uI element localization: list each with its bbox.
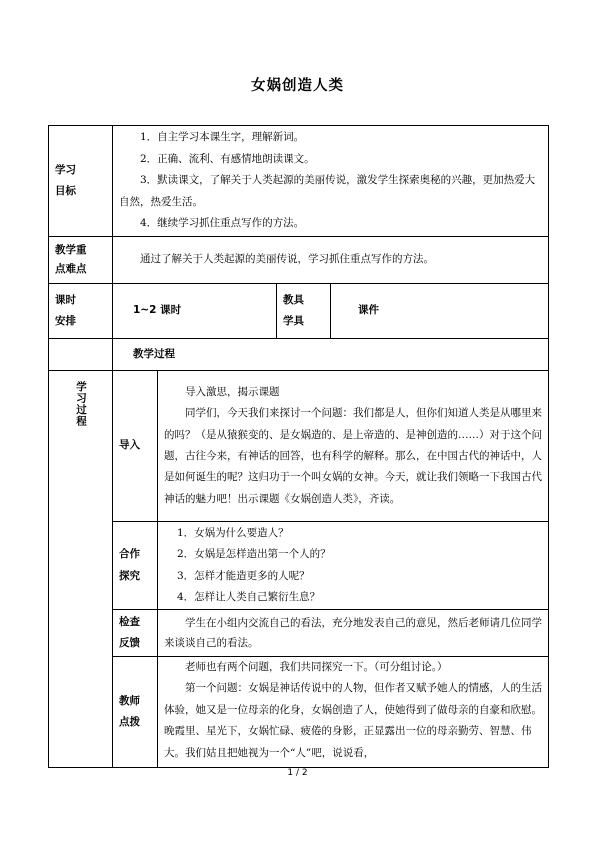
- intro-row: [49, 371, 549, 522]
- intro-paragraph: 同学们，今天我们来探讨一个问题：我们都是人，但你们知道人类是从哪里来的吗？（是从猿猴变的、是女娲造的、是上帝造的、是神创造的……）对于这个问题，古往今来，有神话的回答，也有科学的解释。那么，在中国古代的神话中，人是如何诞生的呢？这归功于一个叫女娲的女神。今天，就让我们领略一下我国古代神话的魅力吧！出示课题《女娲创造人类》，齐读。: [164, 407, 542, 505]
- guidance-paragraph: 老师也有两个问题，我们共同探究一下。（可分组讨论。）: [185, 661, 448, 673]
- explore-question: 4．怎样让人类自己繁衍生息？: [177, 590, 321, 603]
- process-header-row: [49, 339, 549, 371]
- explore-question: 1．女娲为什么要造人？: [177, 526, 289, 539]
- key-points-row: [49, 237, 549, 284]
- intro-label: 导入: [113, 371, 158, 522]
- process-side-label: 学习过程: [75, 381, 87, 427]
- process-header: 教学过程: [113, 339, 549, 371]
- feedback-row: [49, 610, 549, 657]
- explore-label: 合作 探究: [113, 522, 158, 610]
- lesson-plan-table: [48, 125, 549, 768]
- objectives-content: [113, 126, 549, 237]
- document-title: 女娲创造人类: [251, 78, 344, 94]
- explore-row: [49, 522, 549, 610]
- objective-item: 3．默读课文，了解关于人类起源的美丽传说，激发学生探索奥秘的兴趣，更加热爱大自然，热爱生活。: [119, 174, 536, 208]
- guidance-content: [158, 657, 549, 768]
- objective-item: 4．继续学习抓住重点写作的方法。: [140, 217, 305, 230]
- objectives-row: [49, 126, 549, 237]
- intro-content: [158, 371, 549, 522]
- explore-question: 3．怎样才能造更多的人呢？: [177, 569, 310, 582]
- objective-item: 1．自主学习本课生字，理解新词。: [140, 131, 305, 144]
- key-points-content: 通过了解关于人类起源的美丽传说，学习抓住重点写作的方法。: [113, 237, 549, 284]
- schedule-value: 1~2 课时: [113, 284, 277, 339]
- guidance-paragraph: 第一个问题：女娲是神话传说中的人物，但作者又赋予她人的情感，人的生活体验，她又是一位母亲的化身，女娲创造了人，使她得到了做母亲的自豪和欣慰。晚霞里、星光下，女娲忙碌、疲倦的身影，正显露出一位的母亲勤劳、智慧、伟大。我们姑且把她视为一个“人”吧，说说看，: [164, 682, 542, 759]
- page-number: 1 / 2: [287, 768, 308, 778]
- tools-label: 教具 学具: [277, 284, 331, 339]
- process-side-label-cell: [49, 371, 113, 768]
- explore-question: 2．女娲是怎样造出第一个人的？: [177, 548, 331, 561]
- schedule-row: [49, 284, 549, 339]
- key-points-label: 教学重 点难点: [49, 237, 113, 284]
- feedback-label: 检查 反馈: [113, 610, 158, 657]
- intro-heading: 导入激思，揭示课题: [185, 385, 280, 398]
- process-header-blank: [49, 339, 113, 371]
- tools-value: 课件: [331, 284, 549, 339]
- explore-content: [158, 522, 549, 610]
- guidance-label: 教师 点拨: [113, 657, 158, 768]
- objective-item: 2．正确、流利、有感情地朗读课文。: [140, 152, 315, 165]
- guidance-row: [49, 657, 549, 768]
- objectives-label: 学习 目标: [49, 126, 113, 237]
- schedule-label: 课时 安排: [49, 284, 113, 339]
- feedback-content: 学生在小组内交流自己的看法，充分地发表自己的意见，然后老师请几位同学来谈谈自己的看法。: [158, 610, 549, 657]
